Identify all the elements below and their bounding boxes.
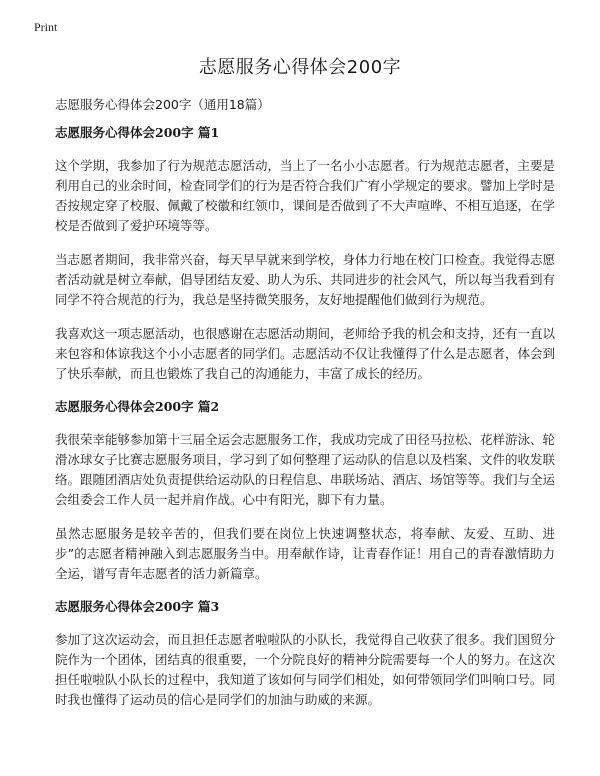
section-3 (55, 598, 555, 710)
section-heading: 志愿服务心得体会200字 篇1 (55, 125, 220, 140)
section-heading: 志愿服务心得体会200字 篇2 (55, 399, 220, 414)
page-title: 志愿服务心得体会200字 (198, 57, 402, 78)
paragraph: 这个学期，我参加了行为规范志愿活动，当上了一名小小志愿者。行为规范志愿者，主要是利用自己的业余时间，检查同学们的行为是否符合我们广宥小学规定的要求。譬加上学时是否按规定穿了校服、佩戴了校徽和红领巾，课间是否做到了不大声喧哗、不相互追逐，在学校是否做到了爱护环境等等。 (55, 158, 556, 233)
paragraph: 虽然志愿服务是较辛苦的，但我们要在岗位上快速调整状态，将奉献、友爱、互助、进步”的志愿者精神融入到志愿服务当中。用奉献作诗，让青春作证！用自己的青春激情助力全运，谱写青年志愿者的活力新篇章。 (55, 526, 555, 581)
paragraph: 我很荣幸能够参加第十三届全运会志愿服务工作，我成功完成了田径马拉松、花样游泳、轮滑冰球女子比赛志愿服务项目，学习到了如何整理了运动队的信息以及档案、文件的收发联络。跟随团酒店处负责提供给运动队的日程信息、串联场站、酒店、场馆等等。我们与全运会组委会工作人员一起并肩作战。心中有阳光，脚下有力量。 (55, 432, 556, 507)
paragraph: 参加了这次运动会，而且担任志愿者啦啦队的小队长，我觉得自己收获了很多。我们国贸分院作为一个团体，团结真的很重要，一个分院良好的精神分院需要每一个人的努力。在这次担任啦啦队小队长的过程中，我知道了该如何与同学们相处，如何带领同学们叫响口号。同时我也懂得了运动员的信心是同学们的加油与助威的来源。 (55, 632, 556, 707)
section-2 (55, 398, 555, 584)
section-heading: 志愿服务心得体会200字 篇3 (55, 599, 220, 614)
section-1 (55, 124, 555, 384)
document-subtitle: 志愿服务心得体会200字（通用18篇） (55, 97, 270, 112)
paragraph: 我喜欢这一项志愿活动，也很感谢在志愿活动期间，老师给予我的机会和支持，还有一直以来包容和体谅我这个小小志愿者的同学们。志愿活动不仅让我懂得了什么是志愿者，体会到了快乐奉献，而且也锻炼了我自己的沟通能力，丰富了成长的经历。 (55, 326, 556, 381)
paragraph: 当志愿者期间，我非常兴奋，每天早早就来到学校，身体力行地在校门口检查。我觉得志愿者活动就是树立奉献，倡导团结友爱、助人为乐、共同进步的社会风气，所以每当我看到有同学不符合规范的行为，我总是坚持微笑服务，友好地提醒他们做到行为规范。 (55, 252, 556, 307)
article-body (55, 124, 555, 724)
print-link[interactable]: Print (34, 20, 58, 34)
